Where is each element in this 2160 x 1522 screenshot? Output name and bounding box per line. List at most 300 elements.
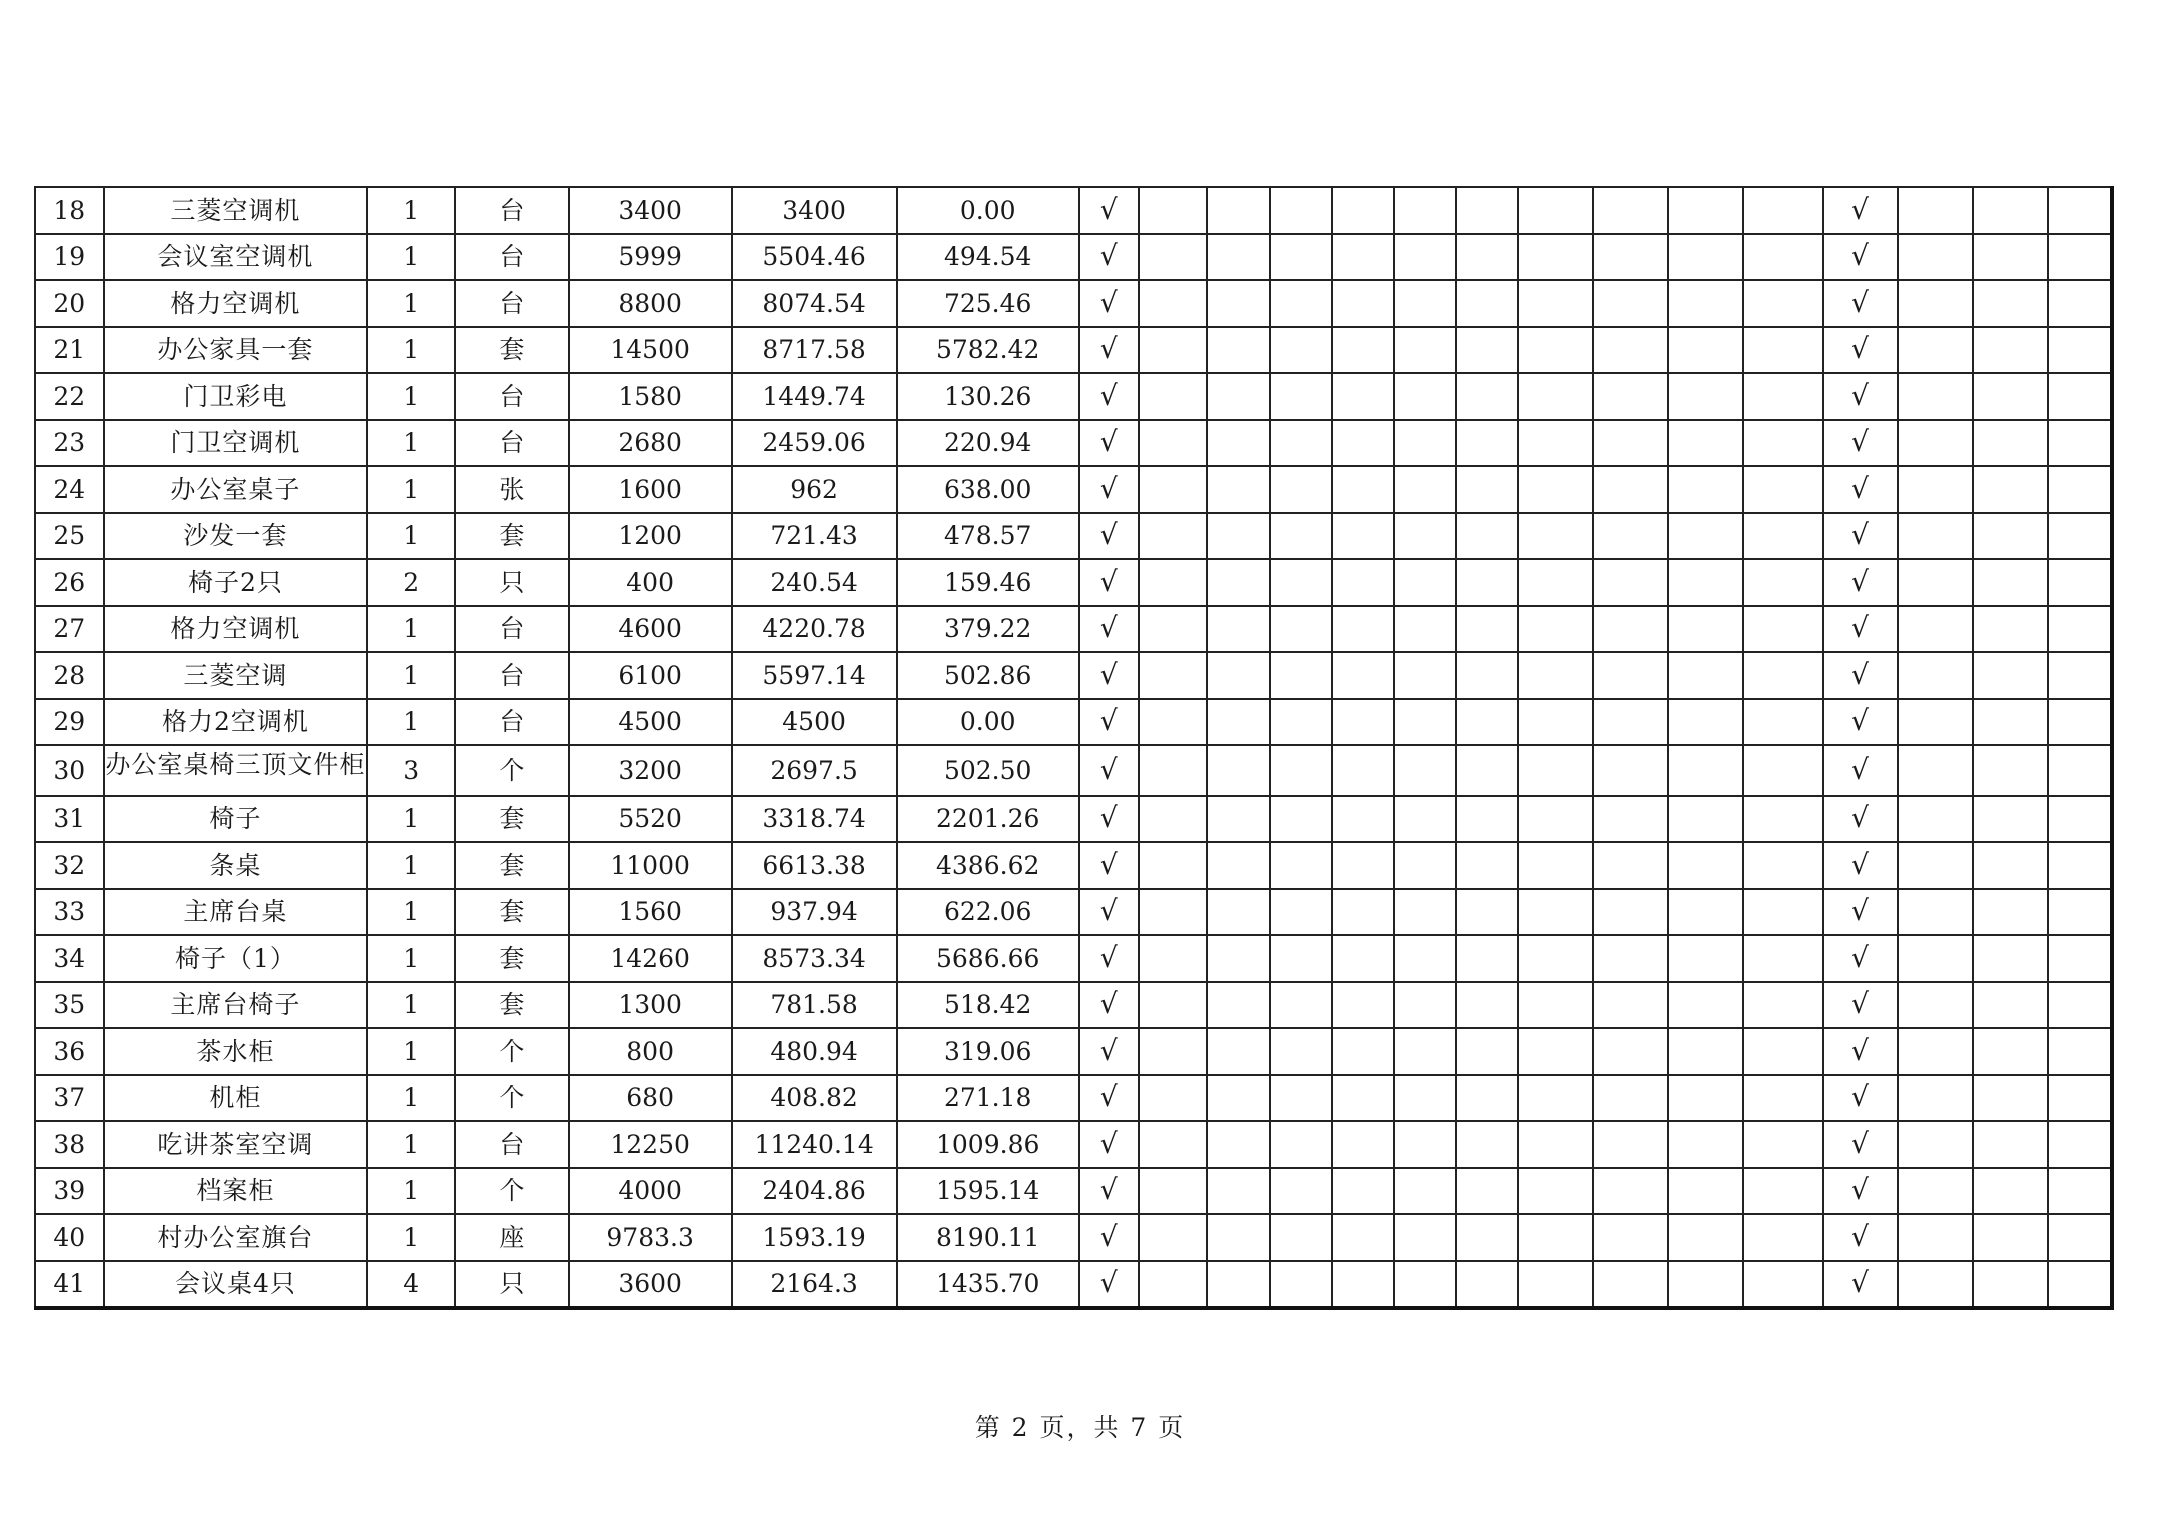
empty-cell (1456, 234, 1518, 281)
empty-cell (1898, 796, 1973, 843)
empty-cell (1394, 327, 1456, 374)
empty-cell (1456, 745, 1518, 796)
empty-cell (1456, 187, 1518, 234)
empty-cell (1518, 234, 1593, 281)
empty-cell (1207, 842, 1269, 889)
unit-cell: 台 (455, 373, 569, 420)
empty-cell (1207, 606, 1269, 653)
table-body (35, 187, 2112, 1308)
depreciation-cell: 1593.19 (732, 1214, 897, 1261)
check-mark-cell: √ (1079, 1121, 1139, 1168)
net-value-cell: 622.06 (897, 889, 1079, 936)
empty-cell (2048, 280, 2112, 327)
unit-cell: 台 (455, 652, 569, 699)
empty-cell (1518, 652, 1593, 699)
empty-cell (1973, 1028, 2048, 1075)
net-value-cell: 130.26 (897, 373, 1079, 420)
unit-cell: 只 (455, 559, 569, 606)
table-row (35, 1028, 2112, 1075)
asset-name-cell: 吃讲茶室空调 (104, 1121, 368, 1168)
unit-cell: 套 (455, 935, 569, 982)
empty-cell (1456, 796, 1518, 843)
empty-cell (1332, 1214, 1394, 1261)
original-value-cell: 680 (569, 1075, 732, 1122)
asset-name-cell: 门卫彩电 (104, 373, 368, 420)
empty-cell (1139, 606, 1208, 653)
row-number-cell: 37 (35, 1075, 104, 1122)
empty-cell (1898, 745, 1973, 796)
unit-cell: 只 (455, 1261, 569, 1309)
empty-cell (1898, 935, 1973, 982)
depreciation-cell: 2404.86 (732, 1168, 897, 1215)
row-number-cell: 36 (35, 1028, 104, 1075)
empty-cell (1270, 1261, 1332, 1309)
empty-cell (1518, 559, 1593, 606)
empty-cell (1270, 280, 1332, 327)
table-row (35, 513, 2112, 560)
empty-cell (1593, 559, 1668, 606)
empty-cell (1394, 373, 1456, 420)
depreciation-cell: 1449.74 (732, 373, 897, 420)
empty-cell (1973, 187, 2048, 234)
empty-cell (1332, 606, 1394, 653)
empty-cell (1456, 606, 1518, 653)
row-number-cell: 35 (35, 982, 104, 1029)
empty-cell (1898, 982, 1973, 1029)
table-row (35, 234, 2112, 281)
empty-cell (1973, 1075, 2048, 1122)
empty-cell (1139, 699, 1208, 746)
quantity-cell: 1 (367, 1168, 455, 1215)
empty-cell (1593, 842, 1668, 889)
empty-cell (1207, 1168, 1269, 1215)
empty-cell (1394, 652, 1456, 699)
row-number-cell: 38 (35, 1121, 104, 1168)
asset-table (34, 186, 2114, 1310)
empty-cell (1743, 1261, 1822, 1309)
check-mark-cell: √ (1079, 513, 1139, 560)
empty-cell (1139, 889, 1208, 936)
empty-cell (1743, 606, 1822, 653)
empty-cell (1518, 1168, 1593, 1215)
empty-cell (1743, 699, 1822, 746)
table-row (35, 699, 2112, 746)
empty-cell (1593, 327, 1668, 374)
quantity-cell: 1 (367, 652, 455, 699)
empty-cell (1518, 982, 1593, 1029)
empty-cell (1394, 982, 1456, 1029)
check-mark-cell: √ (1079, 420, 1139, 467)
empty-cell (1456, 699, 1518, 746)
check-mark-cell: √ (1079, 466, 1139, 513)
empty-cell (1270, 420, 1332, 467)
empty-cell (1332, 234, 1394, 281)
empty-cell (1593, 1121, 1668, 1168)
asset-name-cell: 椅子 (104, 796, 368, 843)
empty-cell (1270, 1121, 1332, 1168)
asset-name-cell: 村办公室旗台 (104, 1214, 368, 1261)
empty-cell (1743, 559, 1822, 606)
quantity-cell: 1 (367, 187, 455, 234)
table-row (35, 1261, 2112, 1309)
empty-cell (1207, 280, 1269, 327)
empty-cell (1207, 745, 1269, 796)
empty-cell (1743, 513, 1822, 560)
check-mark-cell: √ (1079, 327, 1139, 374)
unit-cell: 套 (455, 327, 569, 374)
empty-cell (1207, 1214, 1269, 1261)
table-row (35, 373, 2112, 420)
empty-cell (1743, 373, 1822, 420)
depreciation-cell: 781.58 (732, 982, 897, 1029)
check-mark-cell: √ (1823, 1028, 1898, 1075)
empty-cell (1743, 1121, 1822, 1168)
unit-cell: 张 (455, 466, 569, 513)
empty-cell (1332, 327, 1394, 374)
asset-name-cell: 办公室桌椅三顶文件柜 (104, 745, 368, 796)
check-mark-cell: √ (1079, 1168, 1139, 1215)
check-mark-cell: √ (1079, 373, 1139, 420)
check-mark-cell: √ (1823, 606, 1898, 653)
empty-cell (1973, 327, 2048, 374)
empty-cell (1456, 1168, 1518, 1215)
empty-cell (1139, 1214, 1208, 1261)
empty-cell (1593, 935, 1668, 982)
empty-cell (1898, 1261, 1973, 1309)
empty-cell (1743, 327, 1822, 374)
table-row (35, 559, 2112, 606)
empty-cell (1518, 842, 1593, 889)
quantity-cell: 1 (367, 935, 455, 982)
empty-cell (1394, 1121, 1456, 1168)
empty-cell (1743, 187, 1822, 234)
quantity-cell: 1 (367, 1121, 455, 1168)
quantity-cell: 1 (367, 796, 455, 843)
net-value-cell: 159.46 (897, 559, 1079, 606)
empty-cell (1973, 1214, 2048, 1261)
empty-cell (1456, 327, 1518, 374)
asset-name-cell: 三菱空调机 (104, 187, 368, 234)
empty-cell (1456, 420, 1518, 467)
empty-cell (1668, 280, 1743, 327)
empty-cell (2048, 1075, 2112, 1122)
check-mark-cell: √ (1079, 1214, 1139, 1261)
row-number-cell: 29 (35, 699, 104, 746)
empty-cell (1207, 889, 1269, 936)
original-value-cell: 9783.3 (569, 1214, 732, 1261)
empty-cell (1270, 796, 1332, 843)
empty-cell (1207, 1075, 1269, 1122)
empty-cell (1207, 513, 1269, 560)
empty-cell (1668, 1075, 1743, 1122)
empty-cell (2048, 187, 2112, 234)
asset-name-cell: 主席台桌 (104, 889, 368, 936)
empty-cell (1743, 280, 1822, 327)
empty-cell (1593, 1261, 1668, 1309)
table-row (35, 1168, 2112, 1215)
empty-cell (1456, 466, 1518, 513)
empty-cell (1743, 842, 1822, 889)
empty-cell (1270, 513, 1332, 560)
empty-cell (1593, 796, 1668, 843)
net-value-cell: 319.06 (897, 1028, 1079, 1075)
empty-cell (1518, 745, 1593, 796)
empty-cell (1394, 1168, 1456, 1215)
unit-cell: 台 (455, 234, 569, 281)
asset-name-cell: 沙发一套 (104, 513, 368, 560)
row-number-cell: 28 (35, 652, 104, 699)
empty-cell (1139, 1168, 1208, 1215)
check-mark-cell: √ (1823, 420, 1898, 467)
empty-cell (1898, 1168, 1973, 1215)
empty-cell (1518, 1214, 1593, 1261)
depreciation-cell: 5597.14 (732, 652, 897, 699)
asset-name-cell: 条桌 (104, 842, 368, 889)
table-row (35, 982, 2112, 1029)
empty-cell (1898, 1121, 1973, 1168)
empty-cell (1270, 1028, 1332, 1075)
original-value-cell: 6100 (569, 652, 732, 699)
empty-cell (1743, 1214, 1822, 1261)
check-mark-cell: √ (1823, 466, 1898, 513)
check-mark-cell: √ (1823, 652, 1898, 699)
empty-cell (1898, 466, 1973, 513)
row-number-cell: 23 (35, 420, 104, 467)
empty-cell (1973, 466, 2048, 513)
empty-cell (1973, 982, 2048, 1029)
unit-cell: 套 (455, 513, 569, 560)
empty-cell (1270, 1168, 1332, 1215)
empty-cell (1668, 1261, 1743, 1309)
net-value-cell: 0.00 (897, 699, 1079, 746)
empty-cell (2048, 889, 2112, 936)
empty-cell (1332, 982, 1394, 1029)
empty-cell (1394, 842, 1456, 889)
empty-cell (1207, 420, 1269, 467)
check-mark-cell: √ (1079, 745, 1139, 796)
empty-cell (1394, 745, 1456, 796)
empty-cell (1332, 745, 1394, 796)
empty-cell (1139, 1261, 1208, 1309)
original-value-cell: 8800 (569, 280, 732, 327)
row-number-cell: 26 (35, 559, 104, 606)
empty-cell (1270, 606, 1332, 653)
empty-cell (1139, 559, 1208, 606)
empty-cell (1332, 1261, 1394, 1309)
original-value-cell: 400 (569, 559, 732, 606)
empty-cell (1743, 982, 1822, 1029)
check-mark-cell: √ (1823, 280, 1898, 327)
empty-cell (2048, 606, 2112, 653)
quantity-cell: 1 (367, 373, 455, 420)
empty-cell (1593, 745, 1668, 796)
table-row (35, 796, 2112, 843)
depreciation-cell: 4220.78 (732, 606, 897, 653)
unit-cell: 台 (455, 420, 569, 467)
empty-cell (1668, 1214, 1743, 1261)
depreciation-cell: 8717.58 (732, 327, 897, 374)
empty-cell (1973, 513, 2048, 560)
original-value-cell: 11000 (569, 842, 732, 889)
original-value-cell: 14500 (569, 327, 732, 374)
check-mark-cell: √ (1823, 234, 1898, 281)
depreciation-cell: 2459.06 (732, 420, 897, 467)
row-number-cell: 27 (35, 606, 104, 653)
empty-cell (1456, 513, 1518, 560)
empty-cell (2048, 1168, 2112, 1215)
empty-cell (2048, 513, 2112, 560)
empty-cell (1139, 327, 1208, 374)
empty-cell (1973, 1168, 2048, 1215)
empty-cell (1394, 466, 1456, 513)
empty-cell (1668, 420, 1743, 467)
check-mark-cell: √ (1823, 513, 1898, 560)
empty-cell (1270, 652, 1332, 699)
empty-cell (1668, 466, 1743, 513)
empty-cell (1743, 1168, 1822, 1215)
net-value-cell: 638.00 (897, 466, 1079, 513)
empty-cell (1332, 796, 1394, 843)
empty-cell (1973, 373, 2048, 420)
empty-cell (1668, 699, 1743, 746)
table-row (35, 280, 2112, 327)
unit-cell: 台 (455, 699, 569, 746)
empty-cell (1973, 559, 2048, 606)
empty-cell (1668, 796, 1743, 843)
empty-cell (1207, 1261, 1269, 1309)
empty-cell (1973, 796, 2048, 843)
empty-cell (1973, 234, 2048, 281)
row-number-cell: 21 (35, 327, 104, 374)
table-row (35, 745, 2112, 796)
original-value-cell: 4500 (569, 699, 732, 746)
empty-cell (1456, 889, 1518, 936)
original-value-cell: 5999 (569, 234, 732, 281)
empty-cell (1593, 466, 1668, 513)
asset-name-cell: 会议桌4只 (104, 1261, 368, 1309)
quantity-cell: 3 (367, 745, 455, 796)
check-mark-cell: √ (1823, 1214, 1898, 1261)
empty-cell (1270, 935, 1332, 982)
depreciation-cell: 4500 (732, 699, 897, 746)
row-number-cell: 22 (35, 373, 104, 420)
empty-cell (1207, 234, 1269, 281)
empty-cell (1270, 1075, 1332, 1122)
net-value-cell: 502.86 (897, 652, 1079, 699)
quantity-cell: 4 (367, 1261, 455, 1309)
net-value-cell: 478.57 (897, 513, 1079, 560)
empty-cell (2048, 745, 2112, 796)
quantity-cell: 1 (367, 234, 455, 281)
empty-cell (1518, 699, 1593, 746)
empty-cell (1394, 513, 1456, 560)
check-mark-cell: √ (1823, 745, 1898, 796)
depreciation-cell: 480.94 (732, 1028, 897, 1075)
check-mark-cell: √ (1823, 842, 1898, 889)
empty-cell (1332, 1168, 1394, 1215)
original-value-cell: 14260 (569, 935, 732, 982)
quantity-cell: 1 (367, 982, 455, 1029)
original-value-cell: 1600 (569, 466, 732, 513)
empty-cell (1668, 327, 1743, 374)
empty-cell (1898, 373, 1973, 420)
empty-cell (1973, 606, 2048, 653)
empty-cell (1518, 1261, 1593, 1309)
empty-cell (1898, 234, 1973, 281)
row-number-cell: 30 (35, 745, 104, 796)
empty-cell (1332, 1075, 1394, 1122)
net-value-cell: 4386.62 (897, 842, 1079, 889)
empty-cell (1270, 1214, 1332, 1261)
empty-cell (1743, 935, 1822, 982)
original-value-cell: 2680 (569, 420, 732, 467)
empty-cell (1394, 234, 1456, 281)
empty-cell (1593, 606, 1668, 653)
empty-cell (1456, 1121, 1518, 1168)
empty-cell (2048, 420, 2112, 467)
table-row (35, 420, 2112, 467)
empty-cell (1456, 842, 1518, 889)
depreciation-cell: 8573.34 (732, 935, 897, 982)
empty-cell (1668, 1121, 1743, 1168)
empty-cell (1593, 982, 1668, 1029)
empty-cell (1973, 889, 2048, 936)
empty-cell (1518, 606, 1593, 653)
empty-cell (2048, 373, 2112, 420)
empty-cell (2048, 1028, 2112, 1075)
asset-name-cell: 档案柜 (104, 1168, 368, 1215)
asset-name-cell: 办公室桌子 (104, 466, 368, 513)
empty-cell (1332, 280, 1394, 327)
quantity-cell: 1 (367, 1214, 455, 1261)
empty-cell (1207, 652, 1269, 699)
empty-cell (1456, 935, 1518, 982)
empty-cell (1270, 234, 1332, 281)
unit-cell: 套 (455, 889, 569, 936)
depreciation-cell: 937.94 (732, 889, 897, 936)
empty-cell (1743, 796, 1822, 843)
unit-cell: 个 (455, 1028, 569, 1075)
row-number-cell: 25 (35, 513, 104, 560)
original-value-cell: 800 (569, 1028, 732, 1075)
unit-cell: 台 (455, 187, 569, 234)
row-number-cell: 31 (35, 796, 104, 843)
empty-cell (1518, 1075, 1593, 1122)
asset-name-cell: 主席台椅子 (104, 982, 368, 1029)
empty-cell (1394, 889, 1456, 936)
empty-cell (1898, 699, 1973, 746)
row-number-cell: 33 (35, 889, 104, 936)
asset-name-cell: 会议室空调机 (104, 234, 368, 281)
empty-cell (1668, 1168, 1743, 1215)
empty-cell (1207, 373, 1269, 420)
empty-cell (1668, 842, 1743, 889)
unit-cell: 个 (455, 1075, 569, 1122)
depreciation-cell: 5504.46 (732, 234, 897, 281)
empty-cell (1332, 889, 1394, 936)
empty-cell (1898, 1214, 1973, 1261)
net-value-cell: 8190.11 (897, 1214, 1079, 1261)
empty-cell (1394, 187, 1456, 234)
row-number-cell: 18 (35, 187, 104, 234)
empty-cell (1593, 652, 1668, 699)
quantity-cell: 1 (367, 889, 455, 936)
empty-cell (1898, 1075, 1973, 1122)
empty-cell (1394, 1261, 1456, 1309)
asset-name-cell: 格力2空调机 (104, 699, 368, 746)
check-mark-cell: √ (1823, 1121, 1898, 1168)
quantity-cell: 2 (367, 559, 455, 606)
